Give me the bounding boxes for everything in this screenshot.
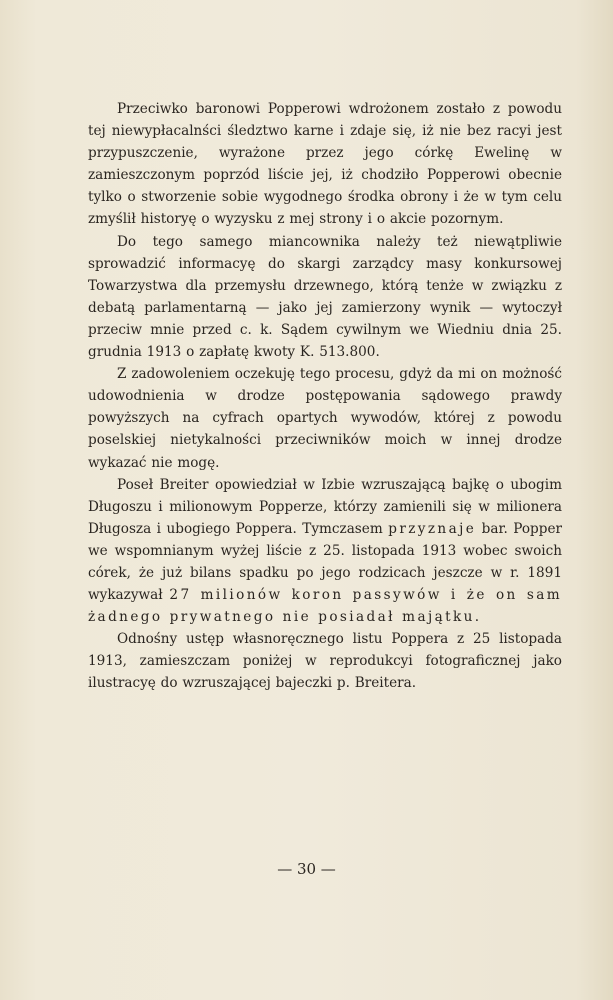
paragraph-letter-reference: Odnośny ustęp własnoręcznego listu Poppera z 25 listopada 1913, zamieszczam poniżej w reprodukcyi fotograficznej jako ilustracyę do wzruszającej bajeczki p. Breitera. bbox=[88, 631, 562, 692]
page-number: — 30 — bbox=[277, 860, 336, 878]
breiter-text-part2: bar. Popper we wspomnianym wyżej liście z 25. listopada 1913 wobec swoich córek, że już bilans spadku po jego rodzicach jeszcze w r. 1891 wykazywał bbox=[88, 520, 563, 604]
breiter-spaced-phrase: 27 milionów koron passywów i że on sam żadnego prywatnego nie posiadał majątku. bbox=[88, 587, 562, 626]
paragraph-breiter bbox=[88, 474, 562, 629]
paragraph-lawsuit: Do tego samego miancownika należy też niewątpliwie sprowadzić informacyę do skargi zarządcy masy konkursowej Towarzystwa dla przemysłu drzewnego, którą tenże w związku z debatą parlamentarną — jako jej zamierzony wynik — wytoczył przeciw mnie przed c. k. Sądem cywilnym we Wiedniu dnia 25. grudnia 1913 o zapłatę kwoty K. 513.800. bbox=[88, 233, 562, 361]
breiter-text-part1: Poseł Breiter opowiedział w Izbie wzruszającą bajkę o ubogim Długoszu i milionowym Popperze, którzy zamienili się w milionera Długosza i ubogiego Poppera. Tymczasem bbox=[88, 476, 562, 537]
body-text bbox=[88, 98, 562, 695]
paragraph-satisfaction: Z zadowoleniem oczekuję tego procesu, gdyż da mi on możność udowodnienia w drodze postępowania sądowego prawdy powyższych na cyfrach opartych wywodów, której z powodu poselskiej nietykalności przeciwników moich w innej drodze wykazać nie mogę. bbox=[88, 366, 562, 471]
paragraph-investigation: Przeciwko baronowi Popperowi wdrożonem zostało z powodu tej niewypłacalnści śledztwo karne i zdaje się, iż nie bez racyi jest przypuszczenie, wyrażone przez jego córkę Ewelinę w zamieszczonym poprzód liście jej, iż chodziło Popperowi obecnie tylko o stworzenie sobie wygodnego środka obrony i że w tym celu zmyślił historyę o wyzysku z mej strony i o akcie pozornym. bbox=[88, 101, 562, 228]
breiter-spaced-word: przyznaje bbox=[388, 520, 477, 537]
